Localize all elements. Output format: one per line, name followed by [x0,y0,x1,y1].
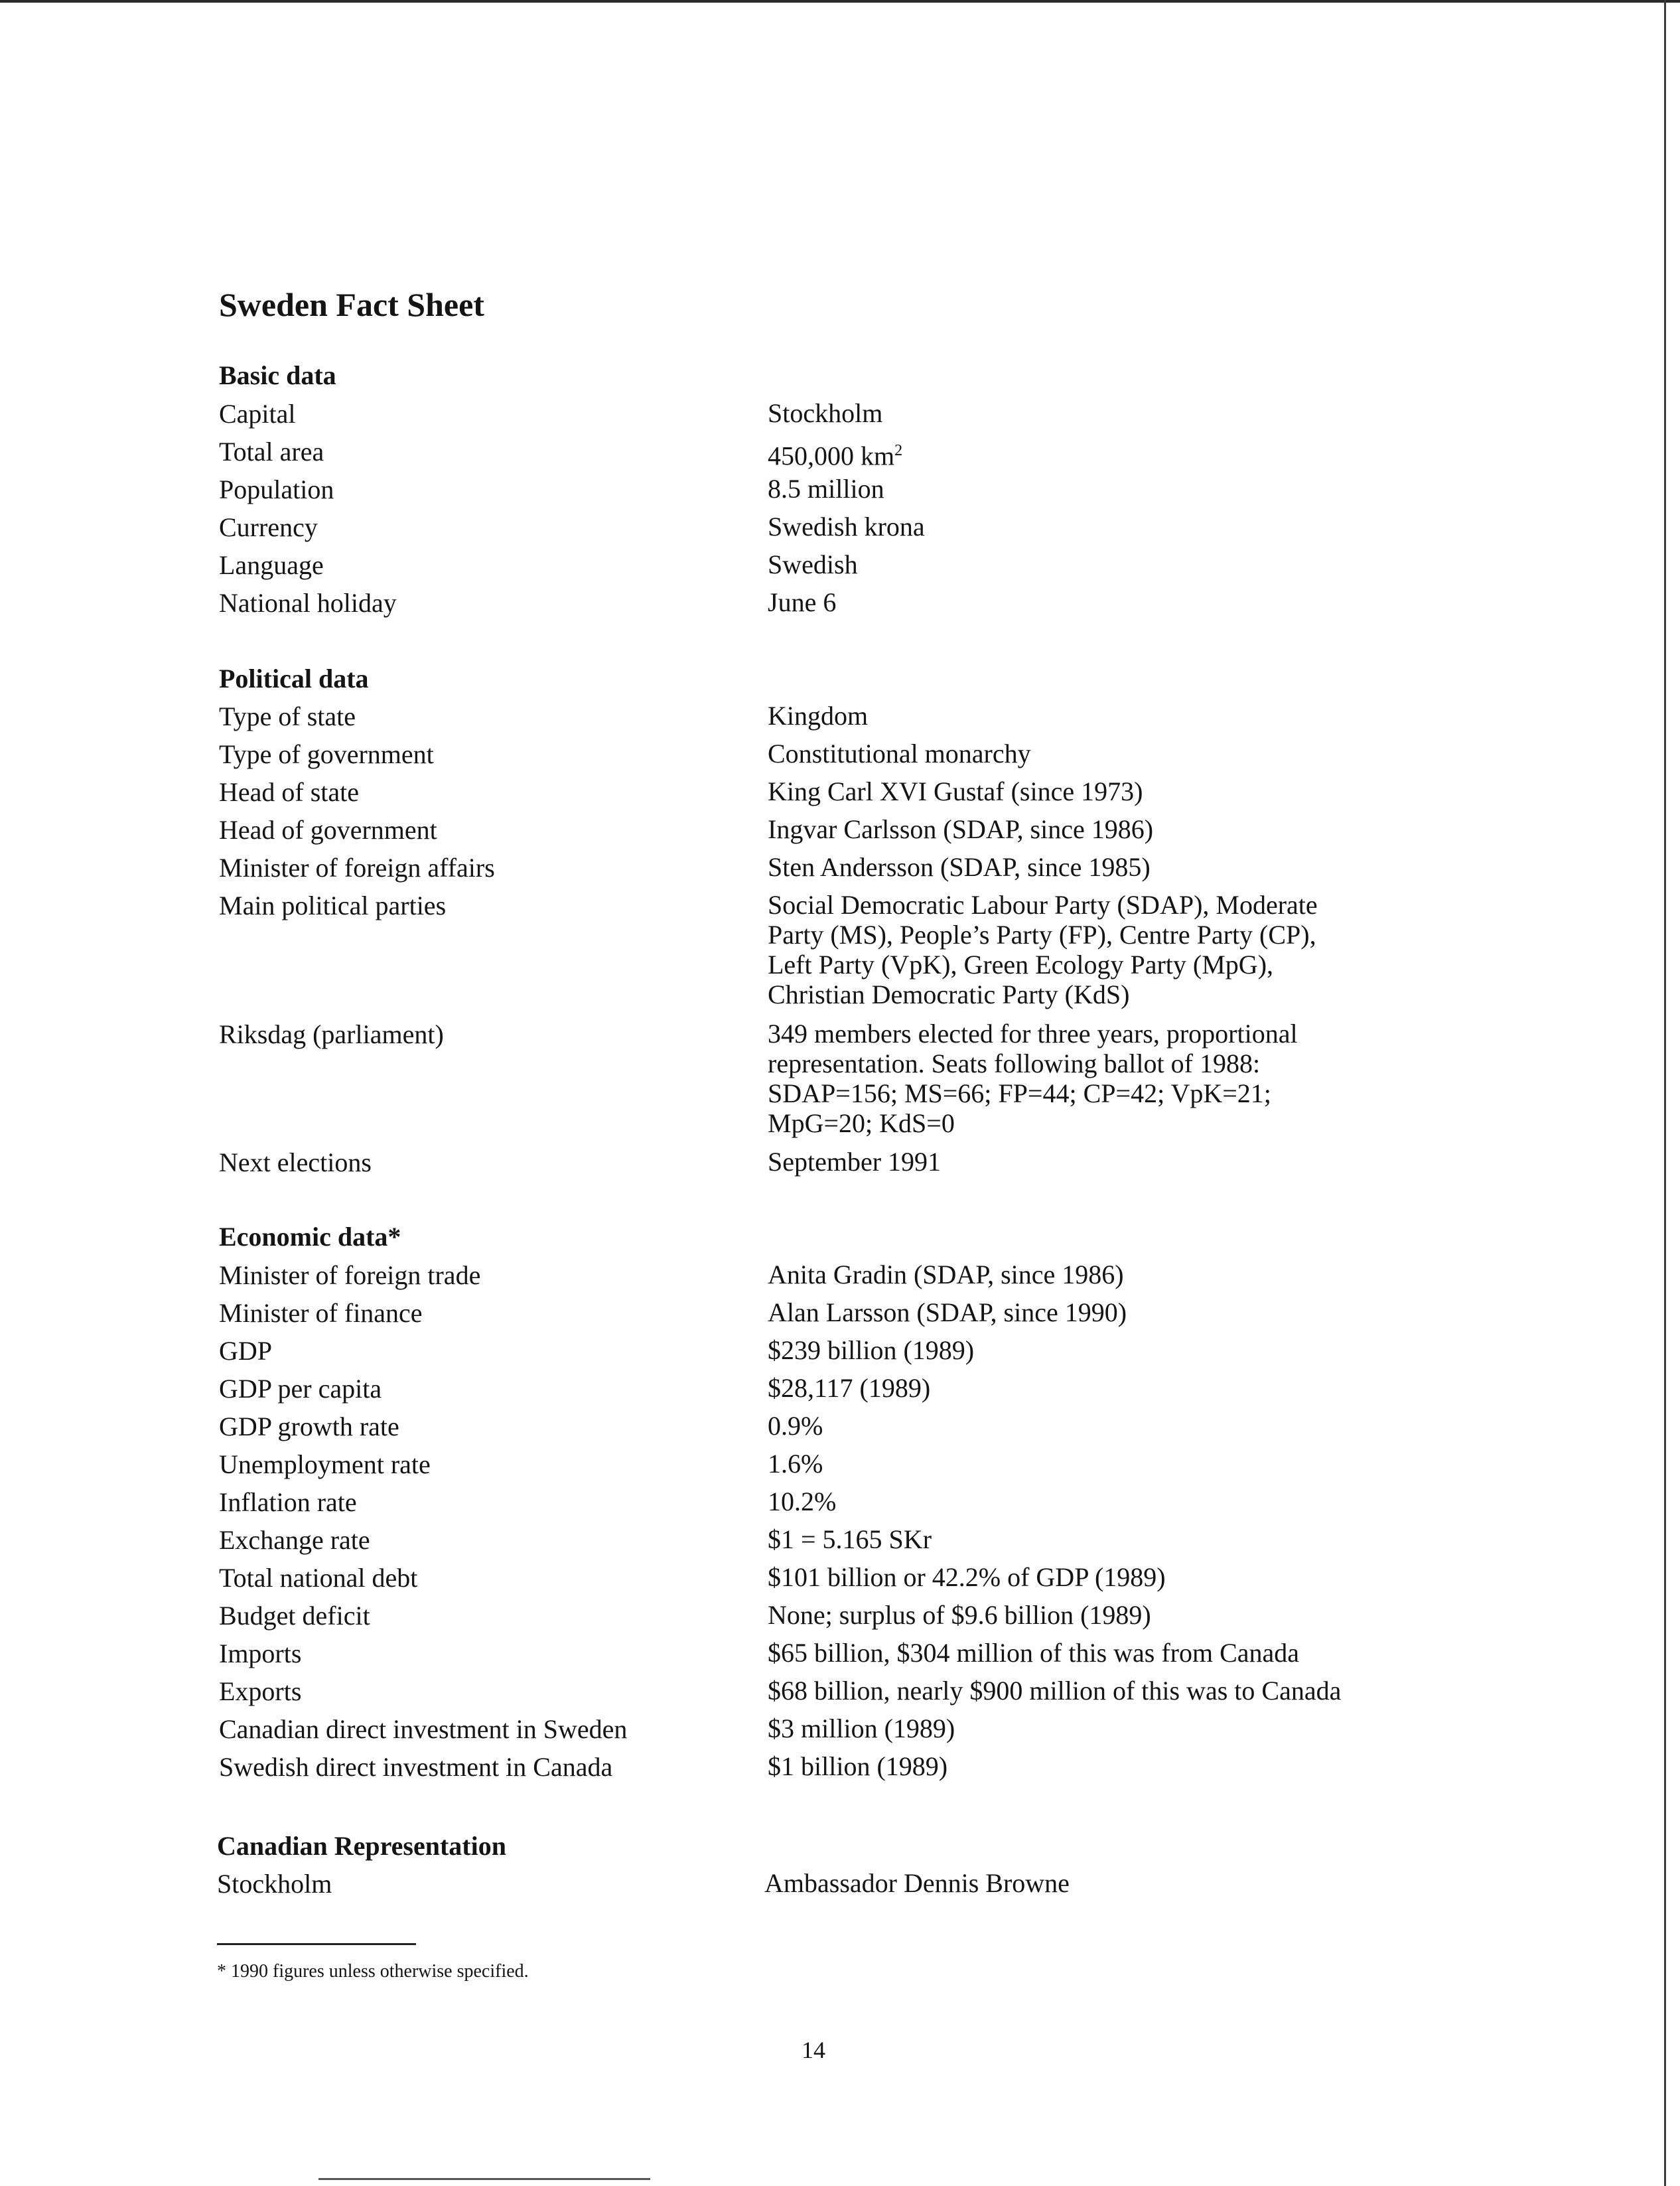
row-value-inflation-rate: 10.2% [768,1487,837,1516]
row-label-unemployment-rate: Unemployment rate [219,1449,431,1479]
row-label-swedish-investment-in-canada: Swedish direct investment in Canada [219,1752,613,1782]
row-value-minister-foreign-trade: Anita Gradin (SDAP, since 1986) [768,1260,1124,1289]
row-value-riksdag [768,1019,1431,1138]
section-heading-basic: Basic data [219,360,336,390]
row-value-minister-finance: Alan Larsson (SDAP, since 1990) [768,1297,1127,1327]
row-label-gdp-growth-rate: GDP growth rate [219,1412,399,1441]
value-line: representation. Seats following ballot of 1988: [768,1049,1261,1078]
value-line: Left Party (VpK), Green Ecology Party (MpG), [768,950,1274,980]
row-label-exchange-rate: Exchange rate [219,1525,370,1555]
row-label-stockholm: Stockholm [217,1869,332,1899]
row-value-capital: Stockholm [768,398,883,428]
row-label-main-political-parties: Main political parties [219,891,447,920]
section-heading-canadian-representation: Canadian Representation [217,1831,506,1861]
row-label-type-of-state: Type of state [219,701,356,731]
row-value-next-elections: September 1991 [768,1147,942,1177]
scan-edge-top [0,0,1680,3]
row-value-language: Swedish [768,549,858,579]
value-line: Christian Democratic Party (KdS) [768,980,1130,1009]
row-label-minister-foreign-trade: Minister of foreign trade [219,1260,481,1290]
row-value-exchange-rate: $1 = 5.165 SKr [768,1524,932,1554]
row-value-national-holiday: June 6 [768,587,837,617]
row-label-minister-finance: Minister of finance [219,1298,423,1328]
superscript-squared: 2 [894,442,903,459]
row-value-type-of-government: Constitutional monarchy [768,739,1031,768]
row-value-canadian-investment-in-sweden: $3 million (1989) [768,1713,955,1743]
row-value-minister-foreign-affairs: Sten Andersson (SDAP, since 1985) [768,852,1151,882]
row-label-gdp-per-capita: GDP per capita [219,1374,382,1404]
row-label-total-national-debt: Total national debt [219,1563,418,1593]
row-label-type-of-government: Type of government [219,739,434,769]
row-value-unemployment-rate: 1.6% [768,1449,823,1479]
row-label-population: Population [219,474,334,504]
row-value-ambassador: Ambassador Dennis Browne [764,1868,1070,1898]
value-line: Social Democratic Labour Party (SDAP), Moderate [768,890,1318,920]
row-label-exports: Exports [219,1676,302,1706]
row-value-exports: $68 billion, nearly $900 million of this was to Canada [768,1676,1342,1706]
page-number: 14 [802,2037,825,2063]
row-value-imports: $65 billion, $304 million of this was from Canada [768,1638,1300,1668]
row-value-main-political-parties [768,890,1431,1009]
row-label-inflation-rate: Inflation rate [219,1487,357,1517]
row-label-imports: Imports [219,1639,302,1668]
row-label-language: Language [219,550,324,580]
row-value-total-national-debt: $101 billion or 42.2% of GDP (1989) [768,1562,1166,1592]
row-value-head-of-government: Ingvar Carlsson (SDAP, since 1986) [768,814,1154,844]
row-label-budget-deficit: Budget deficit [219,1601,370,1631]
row-label-total-area: Total area [219,437,324,467]
row-label-currency: Currency [219,512,318,542]
row-label-capital: Capital [219,399,296,429]
row-value-gdp-per-capita: $28,117 (1989) [768,1373,931,1403]
row-value-head-of-state: King Carl XVI Gustaf (since 1973) [768,776,1143,806]
scan-edge-right [1664,0,1666,2186]
footnote-divider [217,1943,416,1945]
row-value-total-area: 450,000 $km^2$ [768,441,903,471]
row-label-canadian-investment-in-sweden: Canadian direct investment in Sweden [219,1714,628,1744]
value-line: SDAP=156; MS=66; FP=44; CP=42; VpK=21; [768,1078,1271,1108]
value-line: 349 members elected for three years, proportional [768,1019,1298,1049]
footnote: * 1990 figures unless otherwise specified. [217,1961,529,1982]
row-value-gdp: $239 billion (1989) [768,1335,975,1365]
row-label-national-holiday: National holiday [219,588,397,618]
row-label-next-elections: Next elections [219,1147,372,1177]
row-value-budget-deficit: None; surplus of $9.6 billion (1989) [768,1600,1151,1630]
row-label-riksdag: Riksdag (parliament) [219,1019,444,1049]
page-title: Sweden Fact Sheet [219,286,484,323]
row-label-head-of-government: Head of government [219,815,437,845]
section-heading-political: Political data [219,664,369,693]
row-label-head-of-state: Head of state [219,777,360,807]
row-value-currency: Swedish krona [768,512,925,542]
value-line: Party (MS), People’s Party (FP), Centre Party (CP), [768,920,1316,950]
scan-edge-bottom [318,2178,650,2180]
row-value-type-of-state: Kingdom [768,701,869,731]
value-line: MpG=20; KdS=0 [768,1108,955,1138]
row-label-minister-foreign-affairs: Minister of foreign affairs [219,853,495,883]
row-value-population: 8.5 million [768,474,884,504]
row-value-swedish-investment-in-canada: $1 billion (1989) [768,1751,948,1781]
row-label-gdp: GDP [219,1336,273,1366]
row-value-gdp-growth-rate: 0.9% [768,1411,823,1441]
section-heading-economic: Economic data* [219,1222,401,1252]
